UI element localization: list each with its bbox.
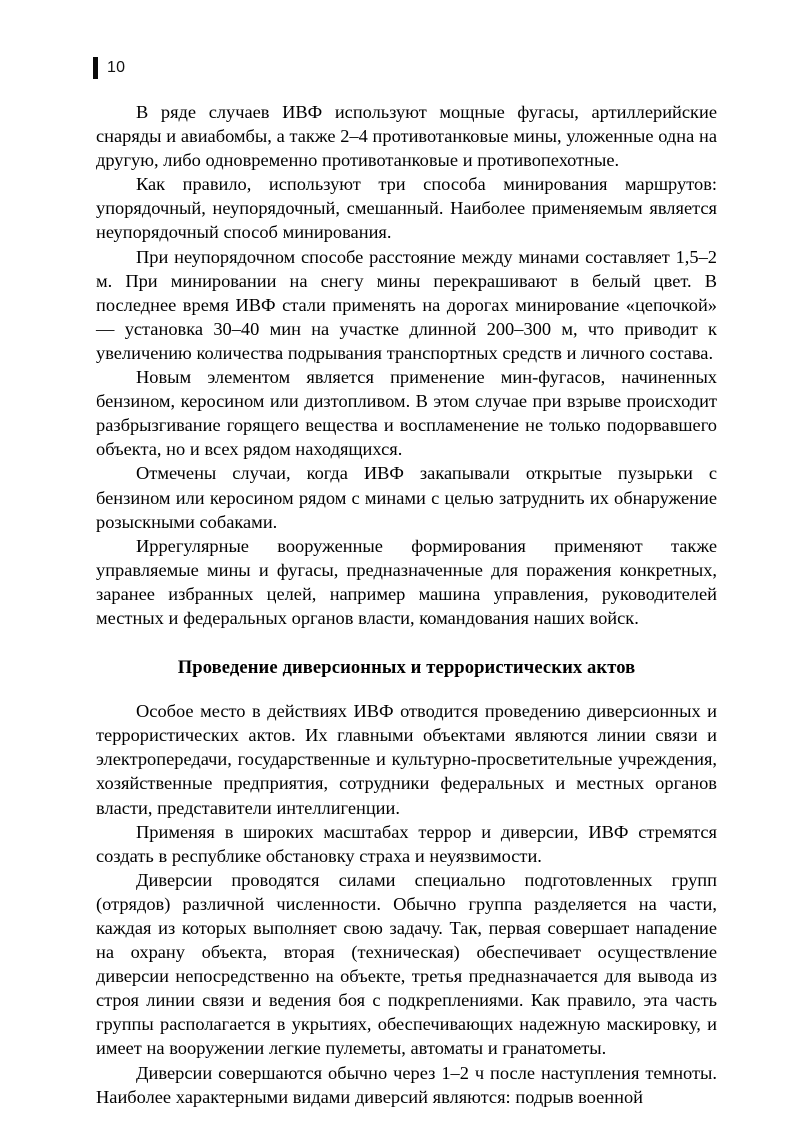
- body-paragraph: Диверсии проводятся силами специально подготовленных групп (отрядов) различной численности. Обычно группа разделяется на части, каждая из которых выполняет свою задачу. Так, первая совершает нападение на охрану объекта, вторая (техническая) обеспечивает осуществление диверсии непосредственно на объекте, третья предназначается для вывода из строя линии связи и ведения боя с подкреплениями. Как правило, эта часть группы располагается в укрытиях, обеспечивающих надежную маскировку, и имеет на вооружении легкие пулеметы, автоматы и гранатометы.: [96, 869, 717, 1059]
- body-paragraph: Отмечены случаи, когда ИВФ закапывали открытые пузырьки с бензином или керосином рядом с минами с целью затруднить их обнаружение розыскными собаками.: [96, 463, 717, 532]
- folio-rule-bar: [93, 57, 98, 79]
- body-paragraph: В ряде случаев ИВФ используют мощные фугасы, артиллерийские снаряды и авиабомбы, а также 2–4 противотанковые мины, уложенные одна на другую, либо одновременно противотанковые и противопехотные.: [96, 102, 717, 171]
- section-heading: Проведение диверсионных и террористических актов: [177, 657, 636, 679]
- body-paragraph: Применяя в широких масштабах террор и диверсии, ИВФ стремятся создать в республике обстановку страха и неуязвимости.: [96, 821, 717, 866]
- body-paragraph: Особое место в действиях ИВФ отводится проведению диверсионных и террористических актов. Их главными объектами являются линии связи и электропередачи, государственные и культурно-просветительные учреждения, хозяйственные предприятия, сотрудники федеральных и местных органов власти, представители интеллигенции.: [96, 701, 717, 818]
- body-paragraph: Как правило, используют три способа минирования маршрутов: упорядочный, неупорядочный, смешанный. Наиболее применяемым является неупорядочный способ минирования.: [96, 174, 717, 243]
- body-paragraph: Диверсии совершаются обычно через 1–2 ч после наступления темноты. Наиболее характерными видами диверсий являются: подрыв военной: [96, 1062, 717, 1107]
- page-folio: [93, 57, 125, 79]
- body-paragraph: Иррегулярные вооруженные формирования применяют также управляемые мины и фугасы, предназначенные для поражения конкретных, заранее избранных целей, например машина управления, руководителей местных и федеральных органов власти, командования наших войск.: [96, 535, 717, 628]
- page-number: 10: [107, 59, 126, 76]
- text-block: [96, 100, 717, 1109]
- body-paragraph: Новым элементом является применение мин-фугасов, начиненных бензином, керосином или дизтопливом. В этом случае при взрыве происходит разбрызгивание горящего вещества и воспламенение не только подорвавшего объекта, но и всех рядом находящихся.: [96, 367, 717, 460]
- body-paragraph: При неупорядочном способе расстояние между минами составляет 1,5–2 м. При минировании на снегу мины перекрашивают в белый цвет. В последнее время ИВФ стали применять на дорогах минирование «цепочкой» — установка 30–40 мин на участке длинной 200–300 м, что приводит к увеличению количества подрывания транспортных средств и личного состава.: [96, 246, 717, 363]
